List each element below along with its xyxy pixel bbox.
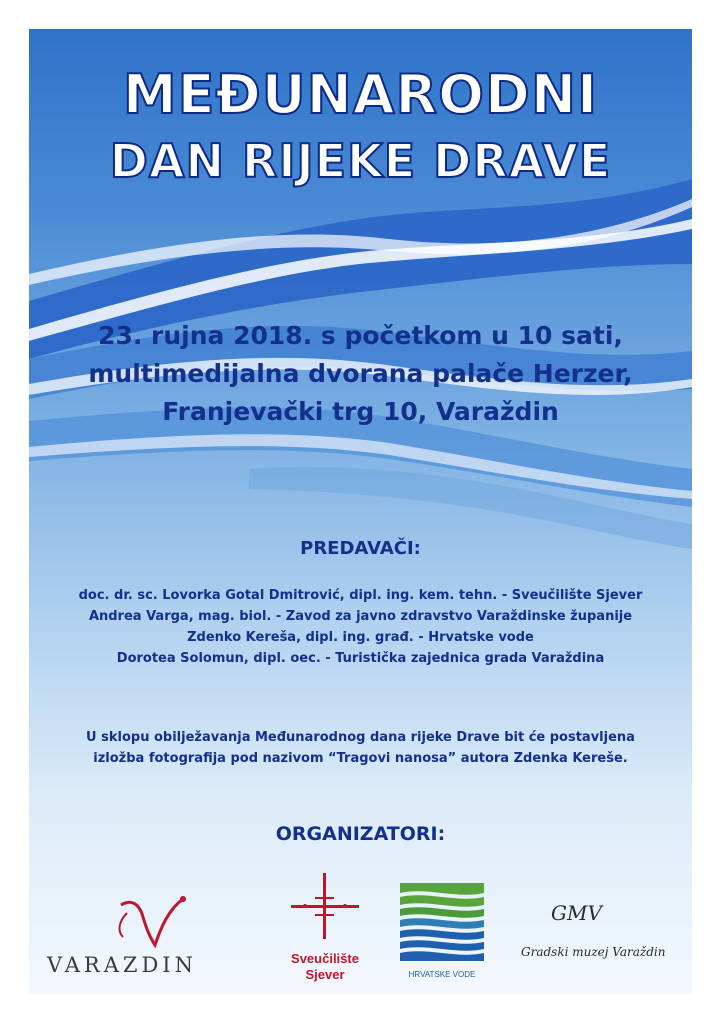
university-cross-icon	[275, 869, 375, 949]
event-date-line: 23. rujna 2018. s početkom u 10 sati,	[98, 321, 623, 350]
exhibition-note	[29, 727, 692, 769]
lecturer-item: Zdenko Kereša, dipl. ing. građ. - Hrvatske vode	[187, 630, 534, 645]
university-name-line-1: Sveučilište	[291, 951, 359, 966]
title-line-1: MEĐUNARODNI	[122, 63, 599, 126]
gradski-muzej-logo	[509, 897, 679, 977]
note-line-2: izložba fotografija pod nazivom “Tragovi nanosa” autora Zdenka Kereše.	[93, 751, 628, 766]
lecturer-item: doc. dr. sc. Lovorka Gotal Dmitrović, dipl. ing. kem. tehn. - Sveučilište Sjever	[78, 588, 643, 603]
varazdin-wordmark: VARAZDIN	[47, 953, 197, 977]
hrvatske-vode-logo	[396, 879, 488, 989]
organizers-heading: ORGANIZATORI:	[275, 823, 446, 845]
note-line-1: U sklopu obilježavanja Međunarodnog dana rijeke Drave bit će postavljena	[86, 730, 635, 745]
varazdin-monogram-icon	[43, 887, 243, 953]
lecturer-item: Dorotea Solomun, dipl. oec. - Turistička zajednica grada Varaždina	[116, 651, 605, 666]
lecturers-heading: PREDAVAČI:	[300, 538, 421, 559]
event-address-line: Franjevački trg 10, Varaždin	[162, 397, 559, 426]
lecturers-list	[29, 585, 692, 669]
university-name-line-2: Sjever	[305, 967, 345, 982]
water-waves-icon	[396, 879, 488, 963]
event-details	[29, 317, 692, 431]
event-venue-line: multimedijalna dvorana palače Herzer,	[88, 359, 633, 388]
hrvatske-vode-wordmark: HRVATSKE VODE	[408, 970, 476, 979]
poster	[29, 29, 692, 994]
title-line-2: DAN RIJEKE DRAVE	[109, 134, 612, 188]
museum-monogram: GMV	[551, 901, 602, 925]
lecturer-item: Andrea Varga, mag. biol. - Zavod za javno zdravstvo Varaždinske županije	[88, 609, 633, 624]
museum-wordmark: Gradski muzej Varaždin	[521, 945, 666, 959]
sveuciliste-sjever-logo	[275, 869, 375, 989]
varazdin-logo	[43, 887, 243, 977]
